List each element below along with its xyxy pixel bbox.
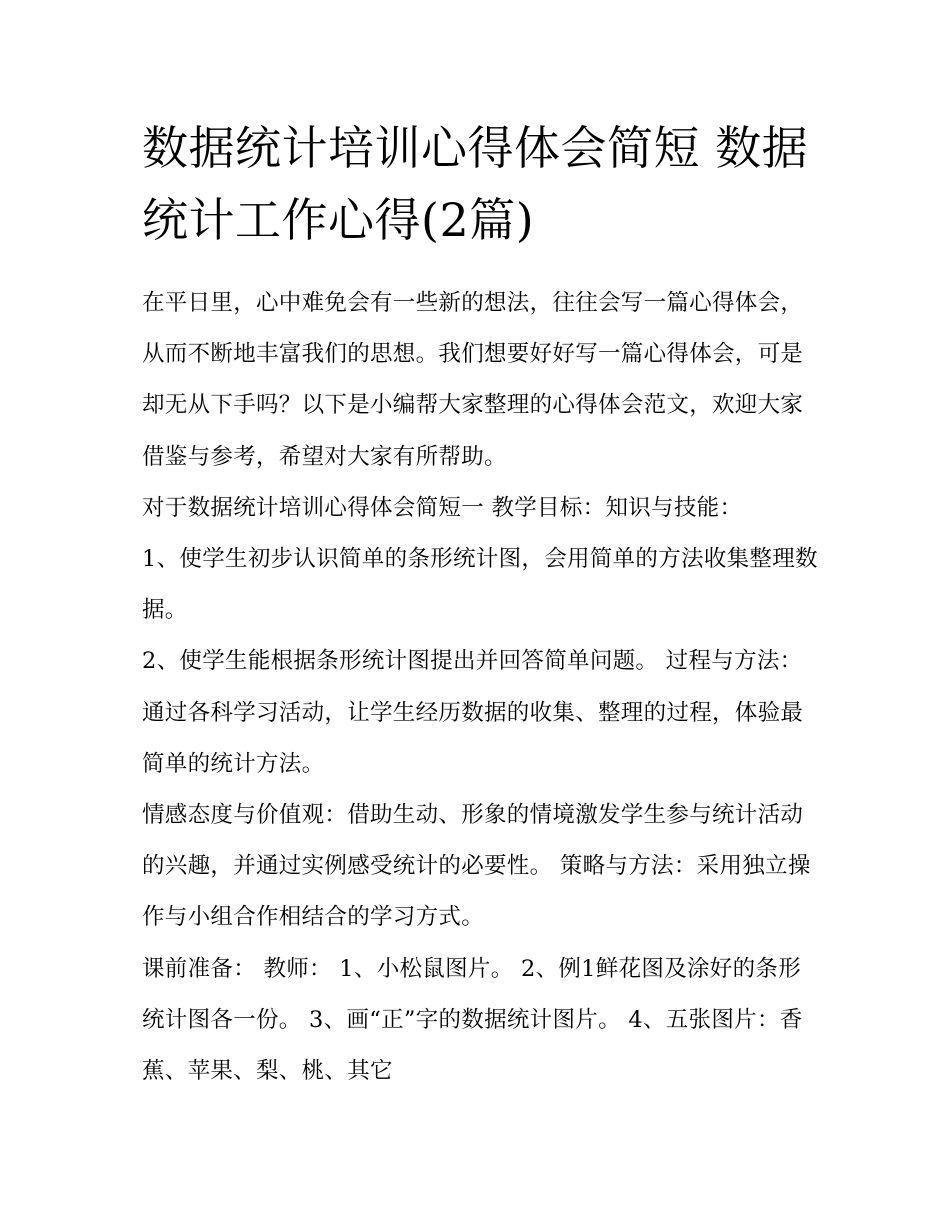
paragraph-item-1: 1、使学生初步认识简单的条形统计图，会用简单的方法收集整理数据。 bbox=[142, 546, 818, 624]
paragraph-intro: 在平日里，心中难免会有一些新的想法，往往会写一篇心得体会，从而不断地丰富我们的思想。我们想要好好写一篇心得体会，可是却无从下手吗？以下是小编帮大家整理的心得体会范文，欢迎大家借鉴与参考，希望对大家有所帮助。 bbox=[142, 290, 804, 470]
paragraph-attitude: 情感态度与价值观：借助生动、形象的情境激发学生参与统计活动的兴趣，并通过实例感受统计的必要性。 策略与方法：采用独立操作与小组合作相结合的学习方式。 bbox=[142, 802, 811, 931]
paragraph-item-2: 2、使学生能根据条形统计图提出并回答简单问题。 过程与方法：通过各科学习活动，让学生经历数据的收集、整理的过程，体验最简单的统计方法。 bbox=[142, 648, 804, 777]
document-title: 数据统计培训心得体会简短 数据统计工作心得(2篇) bbox=[142, 121, 809, 247]
document-body bbox=[142, 278, 822, 1097]
paragraph-objectives: 对于数据统计培训心得体会简短一 教学目标：知识与技能： bbox=[142, 494, 743, 521]
paragraph-preparation: 课前准备： 教师： 1、小松鼠图片。 2、例1鲜花图及涂好的条形统计图各一份。 3、画“正”字的数据统计图片。 4、五张图片：香蕉、苹果、梨、桃、其它 bbox=[142, 955, 803, 1085]
document-page bbox=[142, 112, 822, 1097]
